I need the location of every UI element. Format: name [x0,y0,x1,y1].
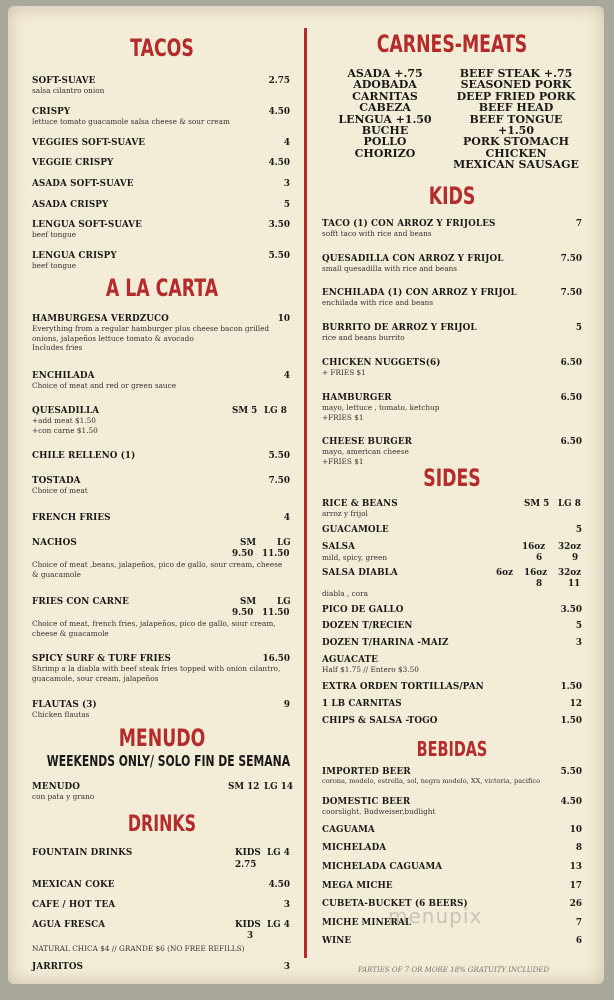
menu-item [322,605,582,615]
item-name: CRISPY [32,107,71,117]
item-desc: mild, spicy, green [322,553,388,562]
meats-spanish-list [330,68,440,159]
sides-title: SIDES [423,464,481,492]
size-small-label: SM [240,538,257,548]
item-name: CUBETA-BUCKET (6 BEERS) [322,899,468,909]
menu-item [322,621,582,631]
item-price: 26 [569,899,582,909]
item-name: MICHE MINERAL [322,918,412,928]
item-desc: +FRIES $1 [322,456,364,466]
size-large-price: LG 14 [264,782,294,792]
item-desc: enchilada with rice and beans [322,298,434,307]
gratuity-footnote: PARTIES OF 7 OR MORE 18% GRATUITY INCLUDED [358,966,549,974]
item-name: IMPORTED BEER [322,767,411,777]
item-price: 4.50 [560,797,582,807]
item-name: SOFT-SUAVE [32,76,96,86]
item-price: 5.50 [268,251,290,261]
menu-item [322,797,582,817]
item-price: 16.50 [262,654,290,664]
item-name: MENUDO [32,782,81,792]
bebidas-title: BEBIDAS [416,737,488,761]
item-name: TACO (1) CON ARROZ Y FRIJOLES [322,219,496,229]
item-desc: +con carne $1.50 [32,425,98,435]
menu-item [32,476,290,496]
meat-name: BEEF STEAK +.75 [459,67,573,80]
item-price: 3 [575,638,582,648]
item-name: LENGUA CRISPY [32,251,117,261]
item-price: 4 [283,371,290,381]
menu-item [322,358,582,378]
item-desc: Shrimp a la diabla with beef steak fries topped with onion cilantro, guacamole, sour cream, jalapeños [32,664,281,683]
item-price: 5 [283,200,290,210]
item-name: QUESADILLA CON ARROZ Y FRIJOL [322,254,504,264]
item-name: EXTRA ORDEN TORTILLAS/PAN [322,682,484,692]
item-desc: + FRIES $1 [322,368,366,377]
item-name: ASADA CRISPY [32,200,109,210]
item-price: 12 [569,699,582,709]
item-name: MEXICAN COKE [32,880,115,890]
menu-item [32,200,290,210]
menu-item [322,568,582,602]
menu-item [322,288,582,308]
menu-item [322,437,582,466]
item-price: 1.50 [560,682,582,692]
item-name: ENCHILADA [32,371,95,381]
tacos-title: TACOS [130,34,194,62]
menu-item [322,936,582,946]
meat-name: MEXICAN SAUSAGE [453,158,579,172]
item-desc: arroz y frijol [322,509,368,518]
item-price: 6 [575,936,582,946]
item-name: MICHELADA CAGUAMA [322,862,443,872]
item-name: HAMBURGESA VERDZUCO [32,314,169,324]
item-desc: Choice of meat and red or green sauce [32,381,177,390]
item-name: VEGGIE CRISPY [32,158,114,168]
menu-item [32,220,290,240]
size-small-price: SM 12 [228,782,260,792]
size-16oz-price: 6 [536,553,543,563]
item-name: DOZEN T/RECIEN [322,621,413,631]
item-price: 7.50 [560,288,582,298]
item-desc: +add meat $1.50 [32,416,96,425]
meat-name: POLLO [363,135,407,149]
item-price: 4.50 [268,107,290,117]
meat-name: CHICKEN [485,146,547,160]
menu-item [32,158,290,168]
menu-item [322,825,582,835]
item-name: ENCHILADA (1) CON ARROZ Y FRIJOL [322,288,517,298]
menu-item [322,716,582,726]
item-name: MEGA MICHE [322,881,393,891]
menu-item [32,848,290,874]
meat-name: SEASONED PORK [460,78,572,92]
menu-item [322,254,582,274]
item-name: BURRITO DE ARROZ Y FRIJOL [322,323,477,333]
menu-item [322,843,582,853]
meat-name: LENGUA +1.50 [338,112,432,126]
item-price: 5 [575,525,582,535]
item-price: 4 [283,138,290,148]
menu-item [32,782,294,802]
item-name: DOZEN T/HARINA -MAIZ [322,638,449,648]
size-16oz-label: 16oz [522,542,546,552]
size-large-label: LG [277,538,291,548]
item-desc: diabla , cora [322,589,368,598]
item-desc: Includes fries [32,343,83,352]
menu-item [32,107,290,127]
menu-item [322,699,582,709]
menu-item [32,406,290,435]
item-desc: small quesadilla with rice and beans [322,264,458,273]
item-desc: sofft taco with rice and beans [322,229,432,238]
size-16oz-label: 16oz [524,568,548,578]
size-32oz-label: 32oz [558,542,582,552]
item-name: DOMESTIC BEER [322,797,411,807]
kids-size-label: KIDS [235,848,261,858]
item-price: 4.50 [268,158,290,168]
item-price: 6.50 [560,358,582,368]
item-name: 1 LB CARNITAS [322,699,402,709]
menudo-title: MENUDO [118,724,206,752]
item-name: CHEESE BURGER [322,437,413,447]
menu-item [322,881,582,891]
item-name: AGUACATE [322,655,378,665]
size-large-price: LG 4 [267,848,290,858]
size-small-price: 9.50 [232,608,254,618]
item-price: 5.50 [560,767,582,777]
meat-name: CABEZA [359,101,411,115]
menu-item [322,393,582,422]
item-price: 3.50 [560,605,582,615]
kids-size-price: 3 [247,931,254,941]
item-price: 13 [569,862,582,872]
meat-name: BEEF HEAD [478,101,554,115]
size-small-label: SM [240,597,257,607]
menu-item [322,323,582,343]
meat-name: BUCHE [361,124,409,138]
column-divider [304,28,307,958]
item-name: GUACAMOLE [322,525,389,535]
item-price: 3 [283,179,290,189]
menu-item [322,655,582,675]
menu-item [32,654,290,683]
item-name: SALSA DIABLA [322,568,398,578]
item-name: PICO DE GALLO [322,605,404,615]
item-desc: Choice of meat [32,486,88,495]
kids-size-label: KIDS [235,920,261,930]
item-name: SPICY SURF & TURF FRIES [32,654,171,664]
menu-item [32,179,290,189]
item-price: 6.50 [560,393,582,403]
item-desc: Choice of meat ,beans, jalapeños, pico de gallo, sour cream, cheese & guacamole [32,560,283,579]
menu-item [322,525,582,535]
item-name: CHILE RELLENO (1) [32,451,136,461]
size-32oz-price: 11 [568,579,581,589]
size-large-price: 11.50 [262,608,290,618]
menu-item [32,900,290,910]
item-name: WINE [322,936,352,946]
menu-item [32,371,290,391]
menu-item [32,962,290,972]
menu-item [32,538,290,588]
item-desc: beef tongue [32,261,77,270]
size-32oz-price: 9 [572,553,579,563]
drinks-title: DRINKS [127,812,197,837]
meat-name: CHORIZO [354,146,416,160]
carnes-title: CARNES-MEATS [376,30,528,58]
item-desc: Chicken flautas [32,710,90,719]
item-desc: rice and beans burrito [322,333,405,342]
item-desc: corona, modelo, estrella, sol, negra modelo, XX, victoria, pacifico [322,777,541,785]
item-desc: coorslight, Budweiser,budlight [322,807,436,816]
item-name: NACHOS [32,538,77,548]
menu-item [32,76,290,96]
menu-item [322,638,582,648]
menu-item [322,542,582,566]
size-large-price: LG 8 [558,499,581,509]
item-name: CAFE / HOT TEA [32,900,116,910]
item-price: 10 [277,314,290,324]
size-small-price: SM 5 [232,406,258,416]
size-large-price: LG 4 [267,920,290,930]
menu-item [32,138,290,148]
menu-item [322,499,582,519]
size-16oz-price: 8 [536,579,543,589]
meat-name: ADOBADA [353,78,417,92]
menu-item [322,682,582,692]
item-desc: mayo, american cheese [322,447,409,456]
item-desc: mayo, lettuce , tomato, ketchup [322,403,440,412]
item-price: 1.50 [560,716,582,726]
item-price: 3 [283,962,290,972]
meat-name: PORK STOMACH [463,135,569,149]
menu-item [32,451,290,461]
item-price: 7 [575,918,582,928]
item-name: CHICKEN NUGGETS(6) [322,358,441,368]
menu-item [32,251,290,271]
item-desc: lettuce tomato guacamole salsa cheese & sour cream [32,117,230,126]
item-name: VEGGIES SOFT-SUAVE [32,138,146,148]
item-price: 7.50 [560,254,582,264]
item-desc: salsa cilantro onion [32,86,105,95]
item-price: 9 [283,700,290,710]
item-name: CHIPS & SALSA -TOGO [322,716,438,726]
size-large-price: LG 8 [264,406,287,416]
menudo-subtitle: WEEKENDS ONLY/ SOLO FIN DE SEMANA [46,752,291,770]
item-name: MICHELADA [322,843,387,853]
size-32oz-label: 32oz [558,568,582,578]
item-price: 5 [575,621,582,631]
item-name: CAGUAMA [322,825,375,835]
item-name: HAMBURGER [322,393,392,403]
menu-item [32,513,290,523]
watermark: menupix [388,904,483,928]
item-desc: Half $1.75 // Entero $3.50 [322,665,419,674]
menu-item [32,700,290,720]
meats-english-list [450,68,582,171]
item-name: TOSTADA [32,476,81,486]
item-name: QUESADILLA [32,406,100,416]
size-large-label: LG [277,597,291,607]
size-large-price: 11.50 [262,549,290,559]
item-name: ASADA SOFT-SUAVE [32,179,134,189]
menu-item [32,314,290,353]
item-desc: Everything from a regular hamburger plus cheese bacon grilled onions, jalapeños lettuce tomato & avocado [32,324,270,343]
item-desc: +FRIES $1 [322,412,364,422]
item-name: LENGUA SOFT-SUAVE [32,220,142,230]
menu-item [322,219,582,239]
item-price: 4 [283,513,290,523]
menu-item [32,920,290,956]
kids-size-price: 2.75 [235,860,257,870]
menu-item [322,862,582,872]
menu-item [32,880,290,890]
item-price: 17 [569,881,582,891]
size-small-price: SM 5 [524,499,550,509]
size-small-price: 9.50 [232,549,254,559]
item-desc: con pata y grano [32,792,95,801]
item-name: FLAUTAS (3) [32,700,97,710]
item-price: 7 [575,219,582,229]
meat-name: BEEF TONGUE +1.50 [469,112,563,138]
item-price: 6.50 [560,437,582,447]
item-price: 5 [575,323,582,333]
item-name: AGUA FRESCA [32,920,106,930]
meat-name: DEEP FRIED PORK [456,89,576,103]
item-desc: Choice of meat, french fries, jalapeños, pico de gallo, sour cream, cheese & guacamole [32,619,276,638]
meat-name: CARNITAS [352,89,418,103]
item-name: JARRITOS [32,962,84,972]
item-price: 3.50 [268,220,290,230]
item-name: RICE & BEANS [322,499,398,509]
item-name: SALSA [322,542,356,552]
item-name: FRIES CON CARNE [32,597,129,607]
item-price: 4.50 [268,880,290,890]
kids-title: KIDS [428,182,476,210]
alacarta-title: A LA CARTA [105,274,219,302]
item-price: 2.75 [268,76,290,86]
item-desc: beef tongue [32,230,77,239]
item-price: 8 [575,843,582,853]
menu-item [322,767,582,787]
item-desc: NATURAL CHICA $4 // GRANDE $6 (NO FREE REFILLS) [32,944,245,953]
item-name: FOUNTAIN DRINKS [32,848,133,858]
item-price: 3 [283,900,290,910]
item-price: 5.50 [268,451,290,461]
menu-item [32,597,290,647]
item-price: 10 [569,825,582,835]
item-price: 7.50 [268,476,290,486]
size-6oz-label: 6oz [496,568,513,578]
item-name: FRENCH FRIES [32,513,111,523]
meat-name: ASADA +.75 [347,67,423,80]
